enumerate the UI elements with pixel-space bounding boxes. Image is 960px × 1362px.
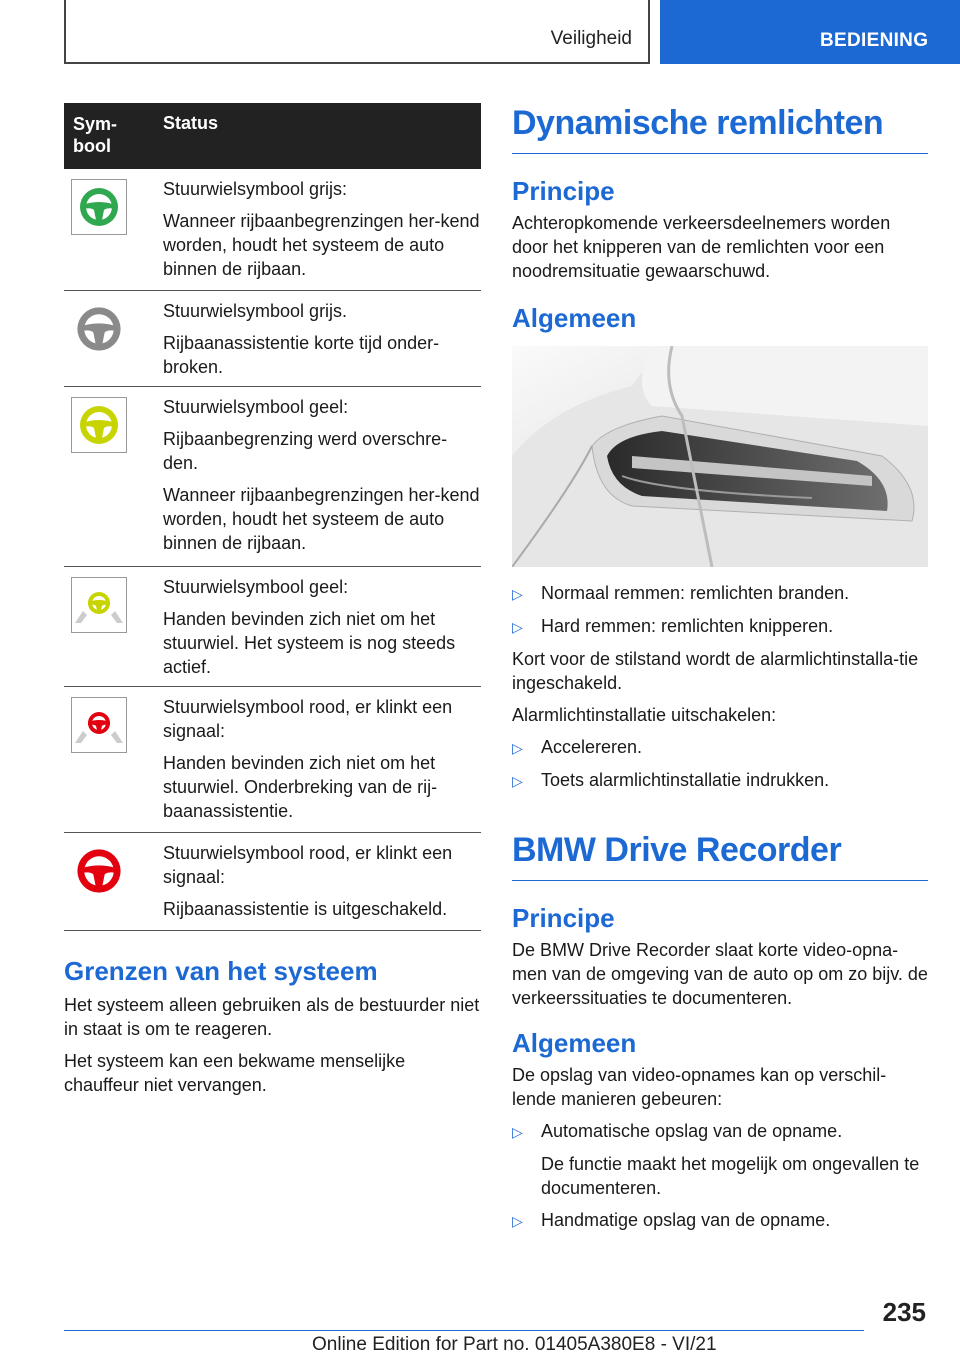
- list-item: [512, 768, 928, 793]
- recorder-bullet-1-sub: De functie maakt het mogelijk om ongevallen te documenteren.: [541, 1154, 920, 1198]
- row3-line3: Wanneer rijbaanbegrenzingen her-kend worden, houdt het systeem de auto binnen de rijbaan.: [163, 485, 480, 553]
- chapter-tab[interactable]: [660, 0, 960, 64]
- brake-general-title: Algemeen: [512, 303, 637, 333]
- table-row: [64, 567, 481, 687]
- row3-line2: Rijbaanbegrenzing werd overschre-den.: [163, 429, 448, 473]
- steering-wheel-red-icon: [71, 843, 127, 899]
- rear-light-image: [512, 346, 928, 567]
- footer-edition: Online Edition for Part no. 01405A380E8 - VI/21: [312, 1334, 717, 1355]
- chapter-label: BEDIENING: [820, 30, 929, 51]
- brake-title: Dynamische remlichten: [512, 104, 928, 154]
- row6-line2: Rijbaanassistentie is uitgeschakeld.: [163, 899, 448, 919]
- table-row: [64, 169, 481, 291]
- brake-p1: Kort voor de stilstand wordt de alarmlichtinstalla-tie ingeschakeld.: [512, 649, 919, 693]
- header-frame: [64, 0, 650, 64]
- list-item: [512, 1208, 928, 1233]
- limits-section: [64, 956, 481, 1105]
- list-item: [512, 614, 928, 639]
- brake-p2: Alarmlichtinstallatie uitschakelen:: [512, 705, 777, 725]
- limits-title: Grenzen van het systeem: [64, 956, 378, 986]
- steering-wheel-green-icon: [71, 179, 127, 235]
- triangle-bullet-icon: ▷: [512, 619, 523, 635]
- row2-line2: Rijbaanassistentie korte tijd onder-broken.: [163, 333, 440, 377]
- col-symbol-line1: Sym-: [73, 114, 118, 134]
- section-title: Veiligheid: [550, 28, 632, 49]
- steering-wheel-red-hands-icon: [71, 697, 127, 753]
- brake-bullet-2: Hard remmen: remlichten knipperen.: [541, 616, 834, 636]
- col-symbol-line2: bool: [73, 136, 111, 156]
- brake-principle-text: Achteropkomende verkeersdeelnemers worden door het knipperen van de remlichten voor een noodremsituatie gewaarschuwd.: [512, 213, 891, 281]
- list-item: [512, 581, 928, 606]
- recorder-bullet-2: Handmatige opslag van de opname.: [541, 1210, 831, 1230]
- recorder-title: BMW Drive Recorder: [512, 831, 928, 881]
- triangle-bullet-icon: ▷: [512, 1124, 523, 1140]
- brake-bullet2-2: Toets alarmlichtinstallatie indrukken.: [541, 770, 830, 790]
- triangle-bullet-icon: ▷: [512, 740, 523, 756]
- steering-wheel-yellow-icon: [71, 397, 127, 453]
- row2-line1: Stuurwielsymbool grijs.: [163, 301, 348, 321]
- row6-line1: Stuurwielsymbool rood, er klinkt een signaal:: [163, 843, 453, 887]
- row5-line1: Stuurwielsymbool rood, er klinkt een signaal:: [163, 697, 453, 741]
- brake-principle-title: Principe: [512, 176, 615, 206]
- triangle-bullet-icon: ▷: [512, 773, 523, 789]
- steering-wheel-gray-icon: [71, 301, 127, 357]
- triangle-bullet-icon: ▷: [512, 586, 523, 602]
- list-item: [512, 735, 928, 760]
- brake-bullet-1: Normaal remmen: remlichten branden.: [541, 583, 850, 603]
- recorder-general-text: De opslag van video-opnames kan op verschil-lende manieren gebeuren:: [512, 1065, 887, 1109]
- table-row: [64, 387, 481, 567]
- recorder-principle-title: Principe: [512, 903, 615, 933]
- table-row: [64, 833, 481, 931]
- row4-line1: Stuurwielsymbool geel:: [163, 577, 349, 597]
- steering-wheel-yellow-hands-icon: [71, 577, 127, 633]
- row1-line2: Wanneer rijbaanbegrenzingen her-kend worden, houdt het systeem de auto binnen de rijbaan.: [163, 211, 480, 279]
- recorder-general-title: Algemeen: [512, 1028, 637, 1058]
- row4-line2: Handen bevinden zich niet om het stuurwiel. Het systeem is nog steeds actief.: [163, 609, 456, 677]
- list-item: [512, 1119, 928, 1144]
- limits-p2: Het systeem kan een bekwame menselijke chauffeur niet vervangen.: [64, 1051, 406, 1095]
- table-header: [64, 103, 481, 169]
- row1-line1: Stuurwielsymbool grijs:: [163, 179, 348, 199]
- right-column: [512, 104, 928, 1241]
- row3-line1: Stuurwielsymbool geel:: [163, 397, 349, 417]
- row5-line2: Handen bevinden zich niet om het stuurwiel. Onderbreking van de rij-baanassistentie.: [163, 753, 438, 821]
- table-row: [64, 291, 481, 387]
- footer-divider: [64, 1330, 864, 1331]
- triangle-bullet-icon: ▷: [512, 1213, 523, 1229]
- recorder-principle-text: De BMW Drive Recorder slaat korte video-opna-men van de omgeving van de auto op om zo bijv. de verkeerssituaties te documenteren.: [512, 940, 928, 1008]
- recorder-bullet-1: Automatische opslag van de opname.: [541, 1121, 843, 1141]
- page-number: 235: [882, 1297, 926, 1327]
- symbol-table: [64, 103, 481, 931]
- limits-p1: Het systeem alleen gebruiken als de bestuurder niet in staat is om te reageren.: [64, 995, 480, 1039]
- table-row: [64, 687, 481, 833]
- col-status-header: Status: [163, 113, 219, 133]
- brake-bullet2-1: Accelereren.: [541, 737, 643, 757]
- col-symbol-header: [64, 103, 152, 169]
